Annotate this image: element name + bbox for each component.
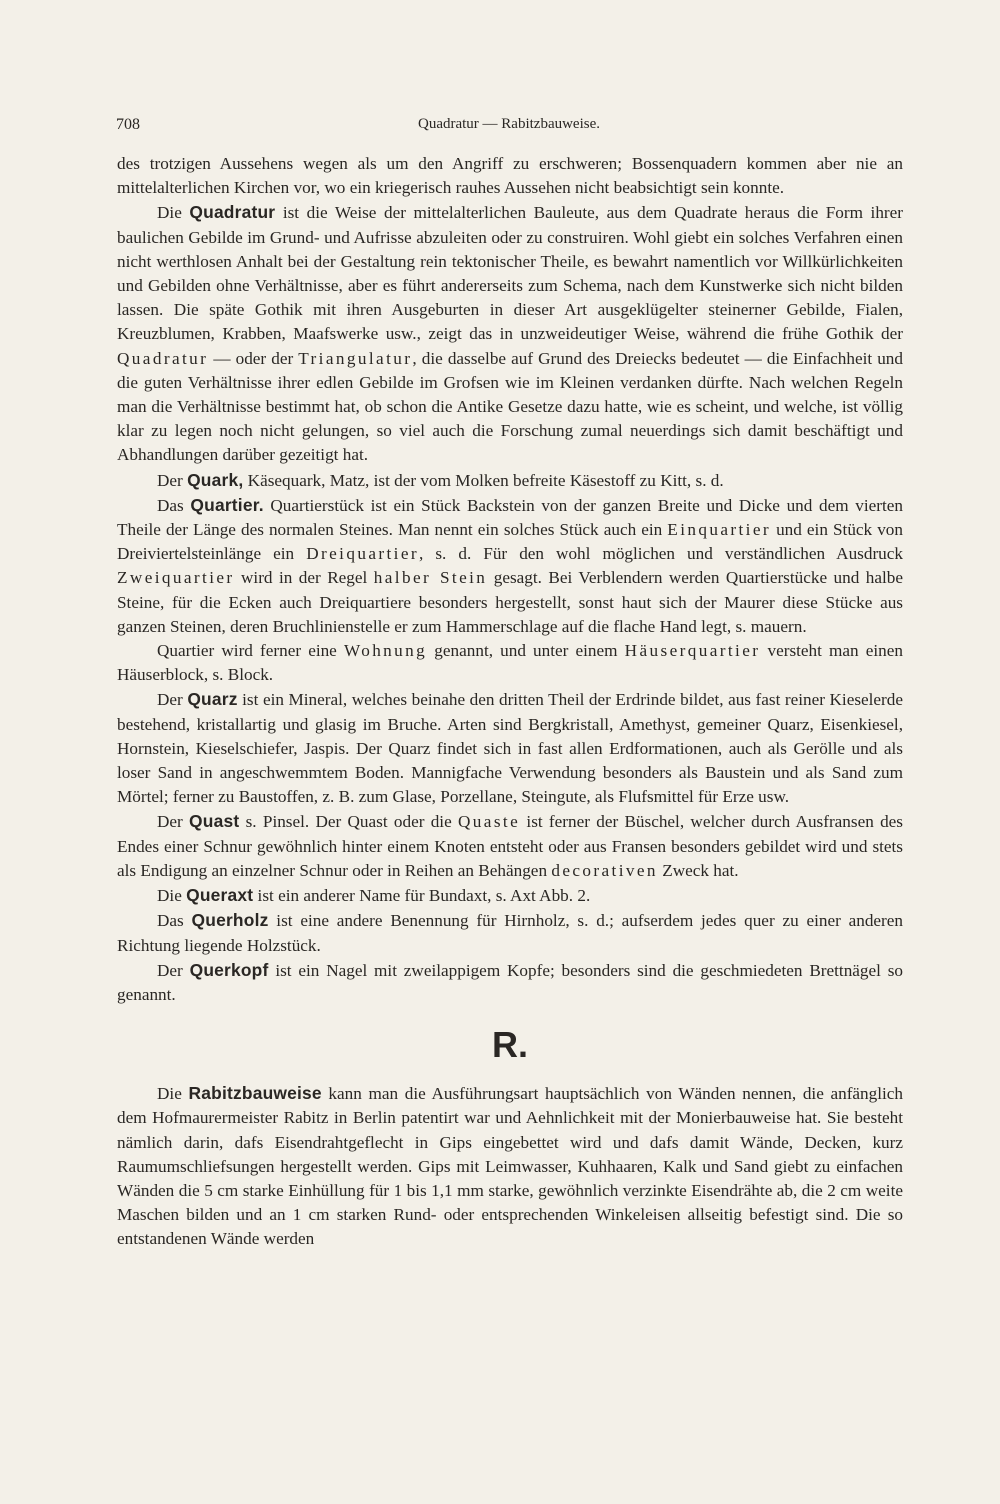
entry-keyword: Quark, [187, 469, 244, 490]
entry-quast: Der Quast s. Pinsel. Der Quast oder die Quaste ist ferner der Büschel, welcher durch Ausfransen des Endes einer Schnur gewöhnlich hinter einem Knoten entsteht oder aus Fransen besonders gebildet wird und stets als Endigung an einzelner Schnur oder in Reihen an Behängen decorativen Zweck hat. [117, 811, 903, 880]
entry-keyword: Quartier. [190, 494, 264, 515]
entry-keyword: Querkopf [189, 959, 269, 980]
section-heading: R. [492, 1024, 528, 1066]
page-header [116, 116, 902, 138]
entry-keyword: Rabitzbauweise [188, 1083, 322, 1104]
entry-quark: Der Quark, Käsequark, Matz, ist der vom Molken befreite Käsestoff zu Kitt, s. d. [157, 469, 724, 490]
entry-keyword: Quast [189, 811, 240, 832]
running-title: Quadratur — Rabitzbauweise. [417, 116, 601, 132]
entry-quartier-continued: Quartier wird ferner eine Wohnung genannt, und unter einem Häuserquartier versteht man einen Häuserblock, s. Block. [117, 641, 903, 685]
page-number: 708 [116, 116, 140, 133]
entry-querkopf: Der Querkopf ist ein Nagel mit zweilappigem Kopfe; besonders sind die geschmiedeten Brettnägel so genannt. [117, 959, 904, 1004]
entry-keyword: Querholz [191, 910, 269, 931]
entry-queraxt: Die Queraxt ist ein anderer Name für Bundaxt, s. Axt Abb. 2. [157, 885, 591, 906]
entry-keyword: Quarz [187, 689, 238, 710]
entry-rabitzbauweise: Die Rabitzbauweise kann man die Ausführungsart hauptsächlich von Wänden nennen, die anfänglich dem Hofmaurermeister Rabitz in Berlin patentirt war und Aehnlichkeit mit der Monierbauweise hat. Sie besteht nämlich darin, dafs Eisendrahtgeflecht in Gips eingebettet wird und dafs damit Wände, Decken, kurz Raumumschliefsungen hergestellt werden. Gips mit Leimwasser, Kuhhaaren, Kalk und Sand giebt zu einfachen Wänden die 5 cm starke Einhüllung für 1 bis 1,1 mm starke, gewöhnlich verzinkte Eisendrähte ab, die 2 cm weite Maschen bilden und an 1 cm starken Rund- oder entsprechenden Winkeleisen allseitig befestigt sind. Die so entstandenen Wände werden [117, 1083, 904, 1249]
entry-keyword: Queraxt [186, 885, 254, 906]
entry-quartier: Das Quartier. Quartierstück ist ein Stück Backstein von der ganzen Breite und Dicke und dem vierten Theile der Länge des normalen Steines. Man nennt ein solches Stück auch ein Einquartier und ein Stück von Dreiviertelsteinlänge ein Dreiquartier, s. d. Für den wohl möglichen und verständlichen Ausdruck Zweiquartier wird in der Regel halber Stein gesagt. Bei Verblendern werden Quartierstücke und halbe Steine, für die Ecken auch Dreiquartiere besonders hergestellt, sonst haut sich der Maurer diese Stücke aus ganzen Steinen, deren Bruchlinienstelle er zum Hammerschlage auf die flache Hand legt, s. mauern. [117, 494, 904, 636]
body-text [117, 152, 903, 1252]
entry-quarz: Der Quarz ist ein Mineral, welches beinahe den dritten Theil der Erdrinde bildet, aus fast reiner Kieselerde bestehend, kristallartig und glasig im Bruche. Arten sind Bergkristall, Amethyst, gemeiner Quarz, Eisenkiesel, Hornstein, Kieselschiefer, Jaspis. Der Quarz findet sich in fast allen Erdformationen, auch als Gerölle und als loser Sand in angeschwemmtem Boden. Mannigfache Verwendung besonders als Baustein und als Sand zum Mörtel; ferner zu Baustoffen, z. B. zum Glase, Porzellane, Steingute, als Flufsmittel für Erze usw. [117, 689, 903, 807]
entry-keyword: Quadratur [189, 202, 276, 223]
entry-querholz: Das Querholz ist eine andere Benennung für Hirnholz, s. d.; aufserdem jedes quer zu einer anderen Richtung liegende Holzstück. [117, 910, 903, 955]
entry-quadratur: Die Quadratur ist die Weise der mittelalterlichen Bauleute, aus dem Quadrate heraus die Form ihrer baulichen Gebilde im Grund- und Aufrisse abzuleiten oder zu construiren. Wohl giebt ein solches Verfahren einen nicht werthlosen Anhalt bei der Gestaltung rein tektonischer Theile, es bewahrt namentlich vor Willkürlichkeiten und Gebilden ohne Verhältnisse, aber es führt andererseits zum Schema, nach dem Kunstwerke sich nicht bilden lassen. Die späte Gothik mit ihren Ausgeburten in dieser Art ausgeklügelter steinerner Gebilde, Fialen, Kreuzblumen, Krabben, Maafswerke usw., zeigt das in unzweideutiger Weise, während die frühe Gothik der Quadratur — oder der Triangulatur, die dasselbe auf Grund des Dreiecks bedeutet — die Einfachheit und die guten Verhältnisse ihrer edlen Gebilde im Grofsen wie im Kleinen verdanken dürfte. Nach welchen Regeln man die Verhältnisse bestimmt hat, ob schon die Antike Gesetze dazu hatte, wie es scheint, und welche, ist völlig klar zu legen noch nicht gelungen, so viel auch die Forschung zumal neuerdings sich damit beschäftigt und Abhandlungen darüber gezeitigt hat. [117, 202, 903, 465]
paragraph-continuation: des trotzigen Aussehens wegen als um den Angriff zu erschweren; Bossenquadern kommen aber nie an mittelalterlichen Kirchen vor, wo ein kriegerisch rauhes Aussehen nicht beabsichtigt sein konnte. [117, 154, 903, 198]
